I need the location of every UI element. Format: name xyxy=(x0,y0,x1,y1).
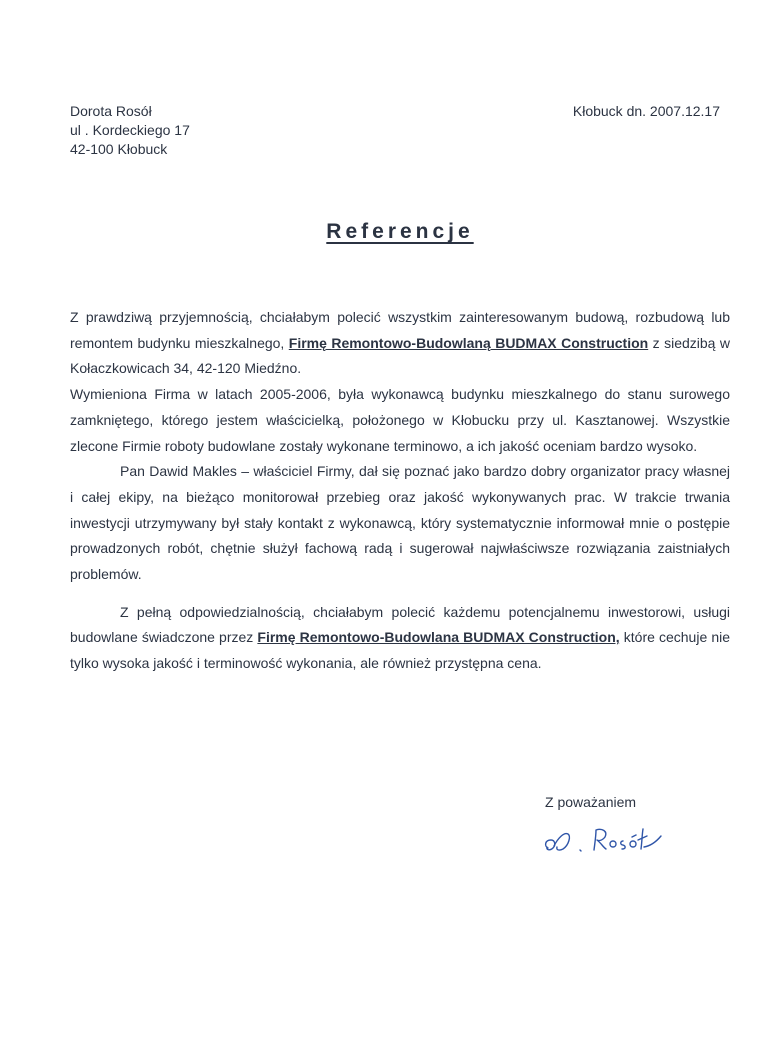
paragraph-2: Wymieniona Firma w latach 2005-2006, była wykonawcą budynku mieszkalnego do stanu surowego zamkniętego, którego jestem właścicielką, położonego w Kłobucku przy ul. Kasztanowej. Wszystkie zlecone Firmie roboty budowlane zostały wykonane terminowo, a ich jakość oceniam bardzo wysoko. xyxy=(70,386,730,454)
paragraph-3: Pan Dawid Makles – właściciel Firmy, dał się poznać jako bardzo dobry organizator pracy własnej i całej ekipy, na bieżąco monitorował przebieg oraz jakość wykonywanych prac. W trakcie trwania inwestycji utrzymywany był stały kontakt z wykonawcą, który systematycznie informował mnie o postępie prowadzonych robót, chętnie służył fachową radą i sugerował najwłaściwsze rozwiązania zaistniałych problemów. xyxy=(70,463,730,583)
company-name: Firmę Remontowo-Budowlaną BUDMAX Construction xyxy=(288,334,649,351)
paragraph-1 xyxy=(70,305,730,382)
paragraph-1-text-a: Z prawdziwą przyjemnością, chciałabym polecić wszystkim zainteresowanym budową, rozbudową lub remontem budynku mieszkalnego, xyxy=(70,309,730,351)
paragraph-4-text-b: które cechuje nie tylko wysoka jakość i terminowość wykonania, ale również przystępna cena. xyxy=(70,629,731,672)
letter-body xyxy=(70,305,730,677)
handwritten-signature xyxy=(540,816,670,866)
place-and-date: Kłobuck dn. 2007.12.17 xyxy=(572,103,720,119)
sender-address xyxy=(70,102,190,159)
sender-name: Dorota Rosół xyxy=(70,103,152,119)
paragraph-1-text-b: z siedzibą w Kołaczkowicach 34, 42-120 Miedźno. xyxy=(70,334,730,377)
company-name-repeat: Firmę Remontowo-Budowlana BUDMAX Construction, xyxy=(257,629,620,646)
sender-city: 42-100 Kłobuck xyxy=(70,141,168,157)
letter-title: Referencje xyxy=(326,220,474,243)
closing-phrase: Z poważaniem xyxy=(545,794,637,810)
paragraph-4 xyxy=(70,600,730,677)
paragraph-4-text-a: Z pełną odpowiedzialnością, chciałabym polecić każdemu potencjalnemu inwestorowi, usługi budowlane świadczone przez xyxy=(70,603,730,646)
sender-street: ul . Kordeckiego 17 xyxy=(70,122,190,138)
